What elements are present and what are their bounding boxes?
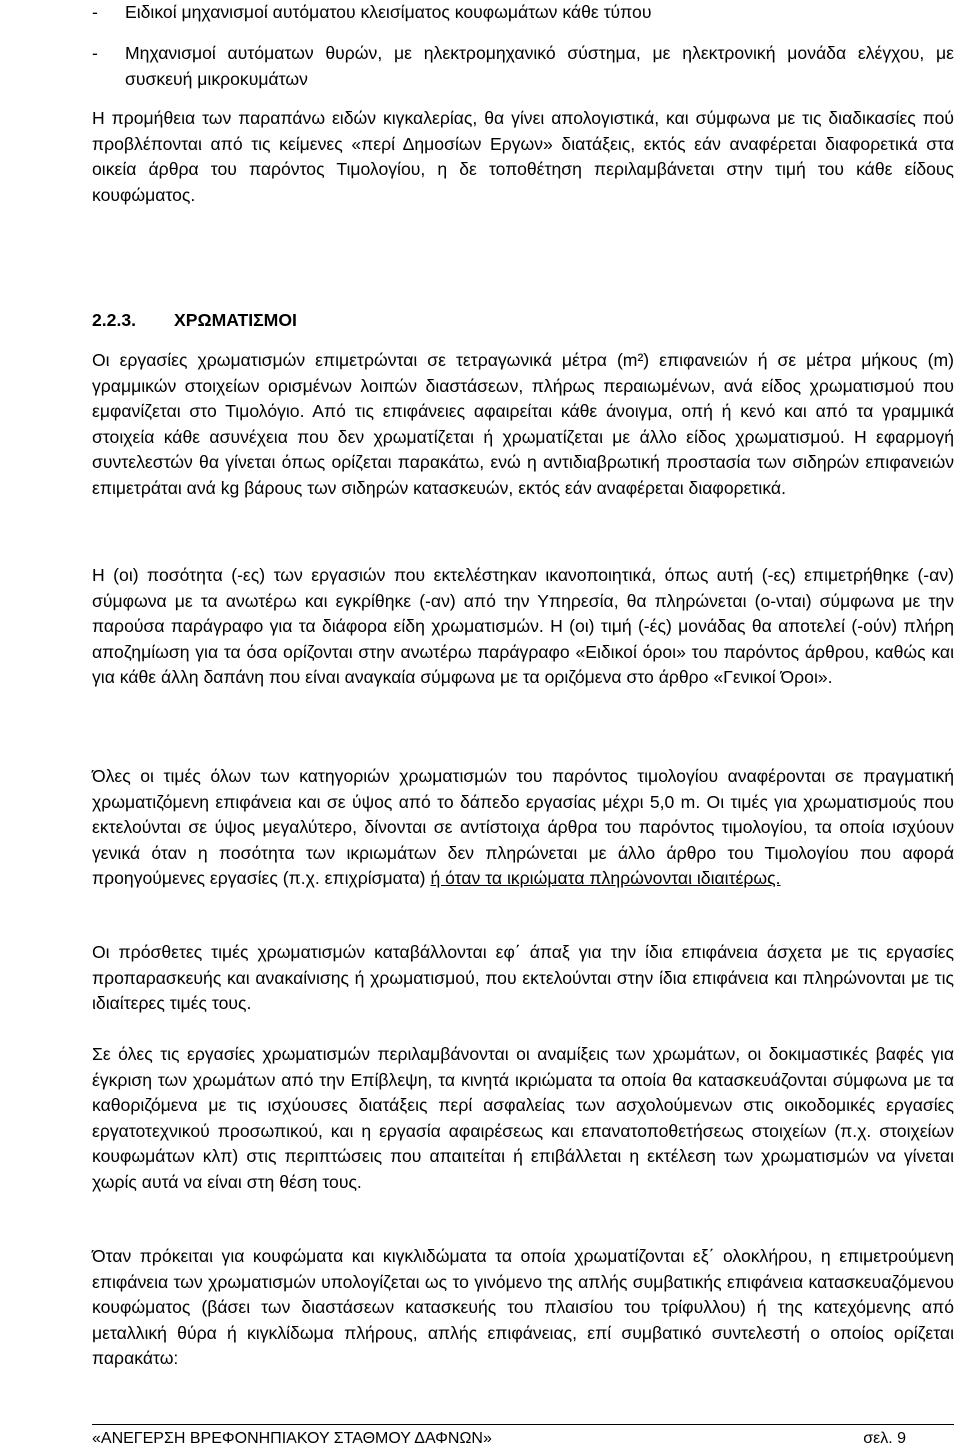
section-number: 2.2.3. xyxy=(92,310,137,330)
paragraph-measurement: Οι εργασίες χρωματισμών επιμετρώνται σε τετραγωνικά μέτρα (m²) επιφανειών ή σε μέτρα μήκους (m) γραμμικών στοιχείων ορισμένων λοιπών διαστάσεων, πλήρως περαιωμένων, ανά είδος χρωματισμού που εμφανίζεται στο Τιμολόγιο. Από τις επιφάνειες αφαιρείται κάθε άνοιγμα, οπή ή κενό και από τα γραμμικά στοιχεία κάθε ασυνέχεια που δεν χρωματίζεται ή χρωματίζεται με άλλο είδος χρωματισμού. Η εφαρμογή συντελεστών θα γίνεται όπως ορίζεται παρακάτω, ενώ η αντιδιαβρωτική προστασία των σιδηρών επιφανειών επιμετράται ανά kg βάρους των σιδηρών κατασκευών, εκτός εάν αναφέρεται διαφορετικά. xyxy=(92,350,954,498)
paragraph-included-works: Σε όλες τις εργασίες χρωματισμών περιλαμβάνονται οι αναμίξεις των χρωμάτων, οι δοκιμαστικές βαφές για έγκριση των χρωμάτων από την Επίβλεψη, τα κινητά ικριώματα τα οποία θα κατασκευάζονται σύμφωνα με τα καθοριζόμενα με τις ισχύουσες διατάξεις περί ασφαλείας των ασχολούμενων στις οικοδομικές εργασίες εργατοτεχνικού προσωπικού, και η εργασία αφαιρέσεως και επανατοποθετήσεως στοιχείων (π.χ. στοιχείων κουφωμάτων κλπ) στις περιπτώσεις που απαιτείται ή επιβάλλεται η εκτέλεση των χρωματισμών να γίνεται χωρίς αυτά να είναι στη θέση τους. xyxy=(92,1044,954,1192)
bullet-item xyxy=(92,41,954,92)
paragraph-text: Όλες οι τιμές όλων των κατηγοριών χρωματισμών του παρόντος τιμολογίου αναφέρονται σε πραγματική χρωματιζόμενη επιφάνεια και σε ύψος από το δάπεδο εργασίας μέχρι 5,0 m. Οι τιμές για χρωματισμούς που εκτελούνται σε ύψος μεγαλύτερο, δίνονται σε αντίστοιχα άρθρα του παρόντος τιμολογίου, τα οποία ισχύουν γενικά όταν η ποσότητα των ικριωμάτων δεν πληρώνεται με άλλο άρθρο του Τιμολογίου που αφορά προηγούμενες εργασίες (π.χ. επιχρίσματα) xyxy=(92,766,954,888)
section-heading xyxy=(92,308,954,334)
bullet-text: Ειδικοί μηχανισμοί αυτόματου κλεισίματος κουφωμάτων κάθε τύπου xyxy=(125,2,652,22)
page-number: σελ. 9 xyxy=(863,1430,906,1447)
page-footer xyxy=(92,1430,906,1448)
bullet-text: Μηχανισμοί αυτόματων θυρών, με ηλεκτρομηχανικό σύστημα, με ηλεκτρονική μονάδα ελέγχου, με συσκευή μικροκυμάτων xyxy=(125,43,954,89)
underlined-text: ή όταν τα ικριώματα πληρώνονται ιδιαιτέρως. xyxy=(430,868,781,888)
paragraph-frames: Όταν πρόκειται για κουφώματα και κιγκλιδώματα τα οποία χρωματίζονται εξ΄ ολοκλήρου, η επιμετρούμενη επιφάνεια των χρωματισμών υπολογίζεται ως το γινόμενο της απλής συμβατικής επιφάνεια κατασκευαζόμενου κουφώματος (βάσει των διαστάσεων κατασκευής του πλαισίου του τρίφυλλου) ή της κατεχόμενης από μεταλλική θύρα ή κιγκλίδωμα πλήρους, απλής επιφάνειας, επί συμβατικό συντελεστή ο οποίος ορίζεται παρακάτω: xyxy=(92,1246,954,1368)
bullet-dash: - xyxy=(92,43,98,63)
paragraph-prices-height xyxy=(92,764,954,892)
paragraph-additional-prices: Οι πρόσθετες τιμές χρωματισμών καταβάλλονται εφ΄ άπαξ για την ίδια επιφάνεια άσχετα με τις εργασίες προπαρασκευής και ανακαίνισης ή χρωματισμού, που εκτελούνται στην ίδια επιφάνεια και πληρώνονται με τις ιδιαίτερες τιμές τους. xyxy=(92,942,954,1013)
intro-paragraph: Η προμήθεια των παραπάνω ειδών κιγκαλερίας, θα γίνει απολογιστικά, και σύμφωνα με τις διαδικασίες πού προβλέπονται από τις κείμενες «περί Δημοσίων Εργων» διατάξεις, εκτός εάν αναφέρεται διαφορετικά στα οικεία άρθρα του παρόντος Τιμολογίου, η δε τοποθέτηση περιλαμβάνεται στην τιμή του κάθε είδους κουφώματος. xyxy=(92,108,954,205)
paragraph-payment: Η (οι) ποσότητα (-ες) των εργασιών που εκτελέστηκαν ικανοποιητικά, όπως αυτή (-ες) επιμετρήθηκε (-αν) σύμφωνα με τα ανωτέρω και εγκρίθηκε (-αν) από την Υπηρεσία, θα πληρώνεται (ο-νται) σύμφωνα με την παρούσα παράγραφο για τα διάφορα είδη χρωματισμών. Η (οι) τιμή (-ές) μονάδας θα αποτελεί (-ούν) πλήρη αποζημίωση για τα όσα ορίζονται στην ανωτέρω παράγραφο «Ειδικοί όροι» του παρόντος άρθρου, καθώς και για κάθε άλλη δαπάνη που είναι αναγκαία σύμφωνα με τα οριζόμενα στο άρθρο «Γενικοί Όροι». xyxy=(92,565,954,687)
section-title: ΧΡΩΜΑΤΙΣΜΟΙ xyxy=(174,310,297,330)
bullet-item xyxy=(92,0,954,26)
bullet-dash: - xyxy=(92,2,98,22)
footer-divider xyxy=(92,1424,954,1425)
footer-project-title: «ΑΝΕΓΕΡΣΗ ΒΡΕΦΟΝΗΠΙΑΚΟΥ ΣΤΑΘΜΟΥ ΔΑΦΝΩΝ» xyxy=(92,1430,492,1447)
